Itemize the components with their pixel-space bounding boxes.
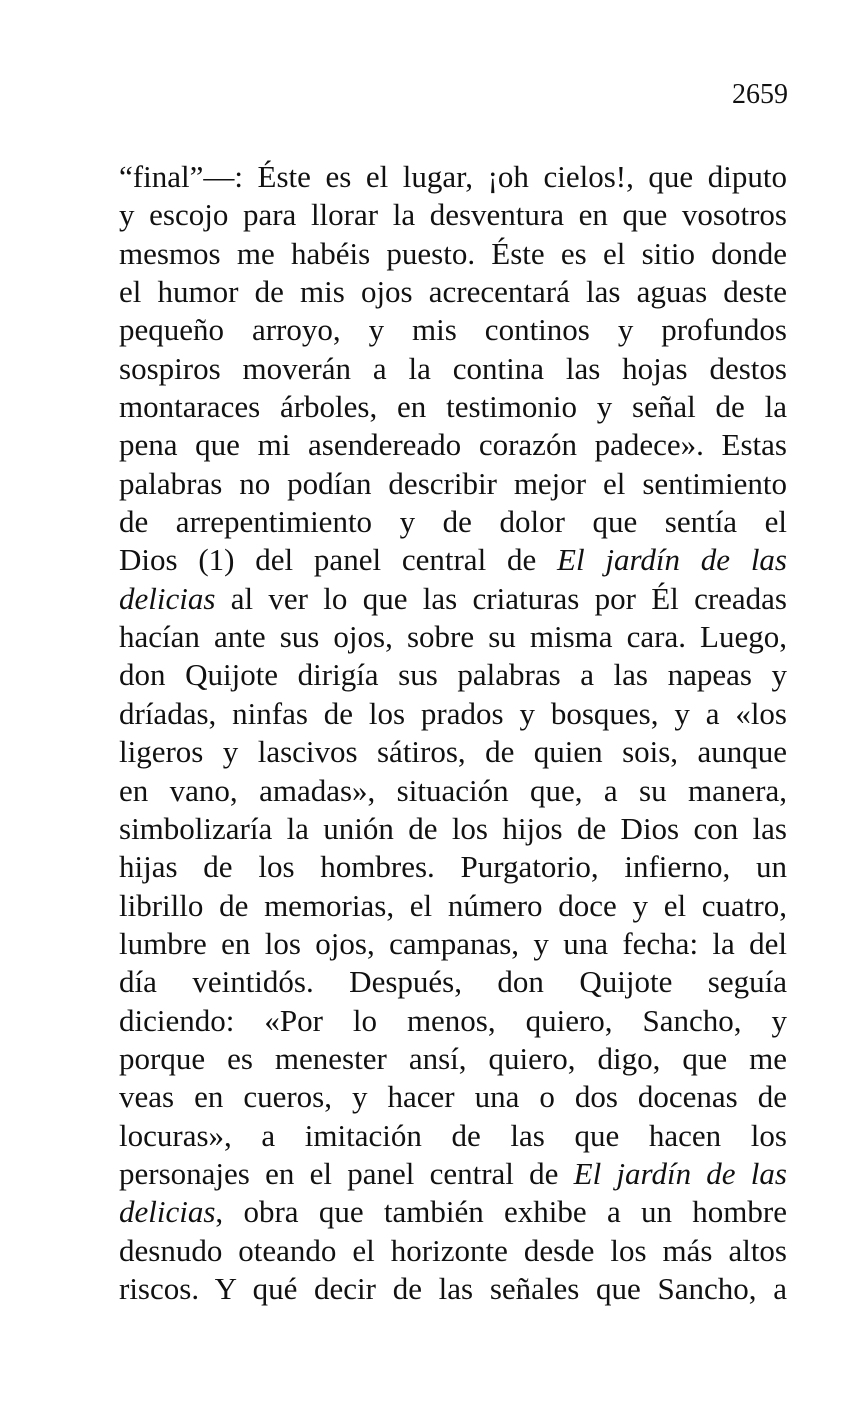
text-line bbox=[119, 350, 787, 388]
text-line bbox=[119, 618, 787, 656]
text-segment: hacían ante sus ojos, sobre su misma cara. Luego, bbox=[119, 619, 787, 655]
text-line bbox=[119, 580, 787, 618]
text-line bbox=[119, 848, 787, 886]
italic-title: delicias bbox=[119, 580, 216, 616]
text-line bbox=[119, 695, 787, 733]
text-line bbox=[119, 810, 787, 848]
text-line bbox=[119, 235, 787, 273]
page-number: 2659 bbox=[732, 79, 788, 110]
text-line bbox=[119, 1002, 787, 1040]
text-line bbox=[119, 503, 787, 541]
text-segment: lumbre en los ojos, campanas, y una fecha: la del bbox=[119, 925, 787, 961]
text-line bbox=[119, 656, 787, 694]
text-line bbox=[119, 733, 787, 771]
text-segment: “final”—: Éste es el lugar, ¡oh cielos!, que diputo bbox=[119, 159, 787, 194]
text-segment: locuras», a imitación de las que hacen los bbox=[119, 1117, 787, 1153]
text-segment: veas en cueros, y hacer una o dos docenas de bbox=[119, 1079, 787, 1115]
text-line bbox=[119, 887, 787, 925]
text-segment: y escojo para llorar la desventura en que vosotros bbox=[119, 197, 787, 233]
text-segment: desnudo oteando el horizonte desde los más altos bbox=[119, 1232, 787, 1268]
text-line bbox=[119, 426, 787, 464]
text-line bbox=[119, 465, 787, 503]
text-segment: al ver lo que las criaturas por Él creadas bbox=[215, 580, 787, 616]
text-line bbox=[119, 158, 787, 196]
text-line bbox=[119, 311, 787, 349]
text-line bbox=[119, 273, 787, 311]
text-line bbox=[119, 1193, 787, 1231]
text-segment: simbolizaría la unión de los hijos de Dios con las bbox=[119, 810, 787, 846]
text-segment: de arrepentimiento y de dolor que sentía el bbox=[119, 504, 787, 540]
text-segment: ligeros y lascivos sátiros, de quien sois, aunque bbox=[119, 734, 787, 770]
italic-title: El jardín de las bbox=[573, 1155, 787, 1191]
text-segment: librillo de memorias, el número doce y el cuatro, bbox=[119, 887, 787, 923]
text-segment: dríadas, ninfas de los prados y bosques, y a «los bbox=[119, 695, 787, 731]
text-segment: hijas de los hombres. Purgatorio, infierno, un bbox=[119, 849, 787, 885]
text-segment: porque es menester ansí, quiero, digo, que me bbox=[119, 1040, 787, 1076]
text-segment: mesmos me habéis puesto. Éste es el sitio donde bbox=[119, 235, 787, 271]
text-line bbox=[119, 388, 787, 426]
text-line bbox=[119, 541, 787, 579]
text-segment: don Quijote dirigía sus palabras a las napeas y bbox=[119, 657, 787, 693]
text-line bbox=[119, 1040, 787, 1078]
text-line bbox=[119, 772, 787, 810]
text-line bbox=[119, 1155, 787, 1193]
text-line bbox=[119, 196, 787, 234]
text-line bbox=[119, 1232, 787, 1270]
text-segment: día veintidós. Después, don Quijote seguía bbox=[119, 964, 787, 1000]
italic-title: El jardín de las bbox=[557, 542, 787, 578]
text-segment: en vano, amadas», situación que, a su manera, bbox=[119, 772, 787, 808]
text-segment: Dios (1) del panel central de bbox=[119, 542, 558, 578]
text-segment: pequeño arroyo, y mis continos y profundos bbox=[119, 312, 787, 348]
text-segment: diciendo: «Por lo menos, quiero, Sancho, y bbox=[119, 1002, 787, 1038]
text-segment: riscos. Y qué decir de las señales que Sancho, a bbox=[119, 1270, 787, 1306]
body-text bbox=[119, 158, 787, 1308]
text-segment: pena que mi asendereado corazón padece». Estas bbox=[119, 427, 787, 463]
text-line bbox=[119, 925, 787, 963]
text-segment: montaraces árboles, en testimonio y señal de la bbox=[119, 389, 787, 425]
text-segment: personajes en el panel central de bbox=[119, 1155, 574, 1191]
text-line bbox=[119, 1270, 787, 1308]
text-segment: , obra que también exhibe a un hombre bbox=[215, 1194, 787, 1230]
text-line bbox=[119, 1117, 787, 1155]
text-line bbox=[119, 1078, 787, 1116]
text-segment: sospiros moverán a la contina las hojas destos bbox=[119, 350, 787, 386]
text-segment: el humor de mis ojos acrecentará las aguas deste bbox=[119, 274, 787, 310]
text-segment: palabras no podían describir mejor el sentimiento bbox=[119, 465, 787, 501]
text-line bbox=[119, 963, 787, 1001]
italic-title: delicias bbox=[119, 1194, 216, 1230]
